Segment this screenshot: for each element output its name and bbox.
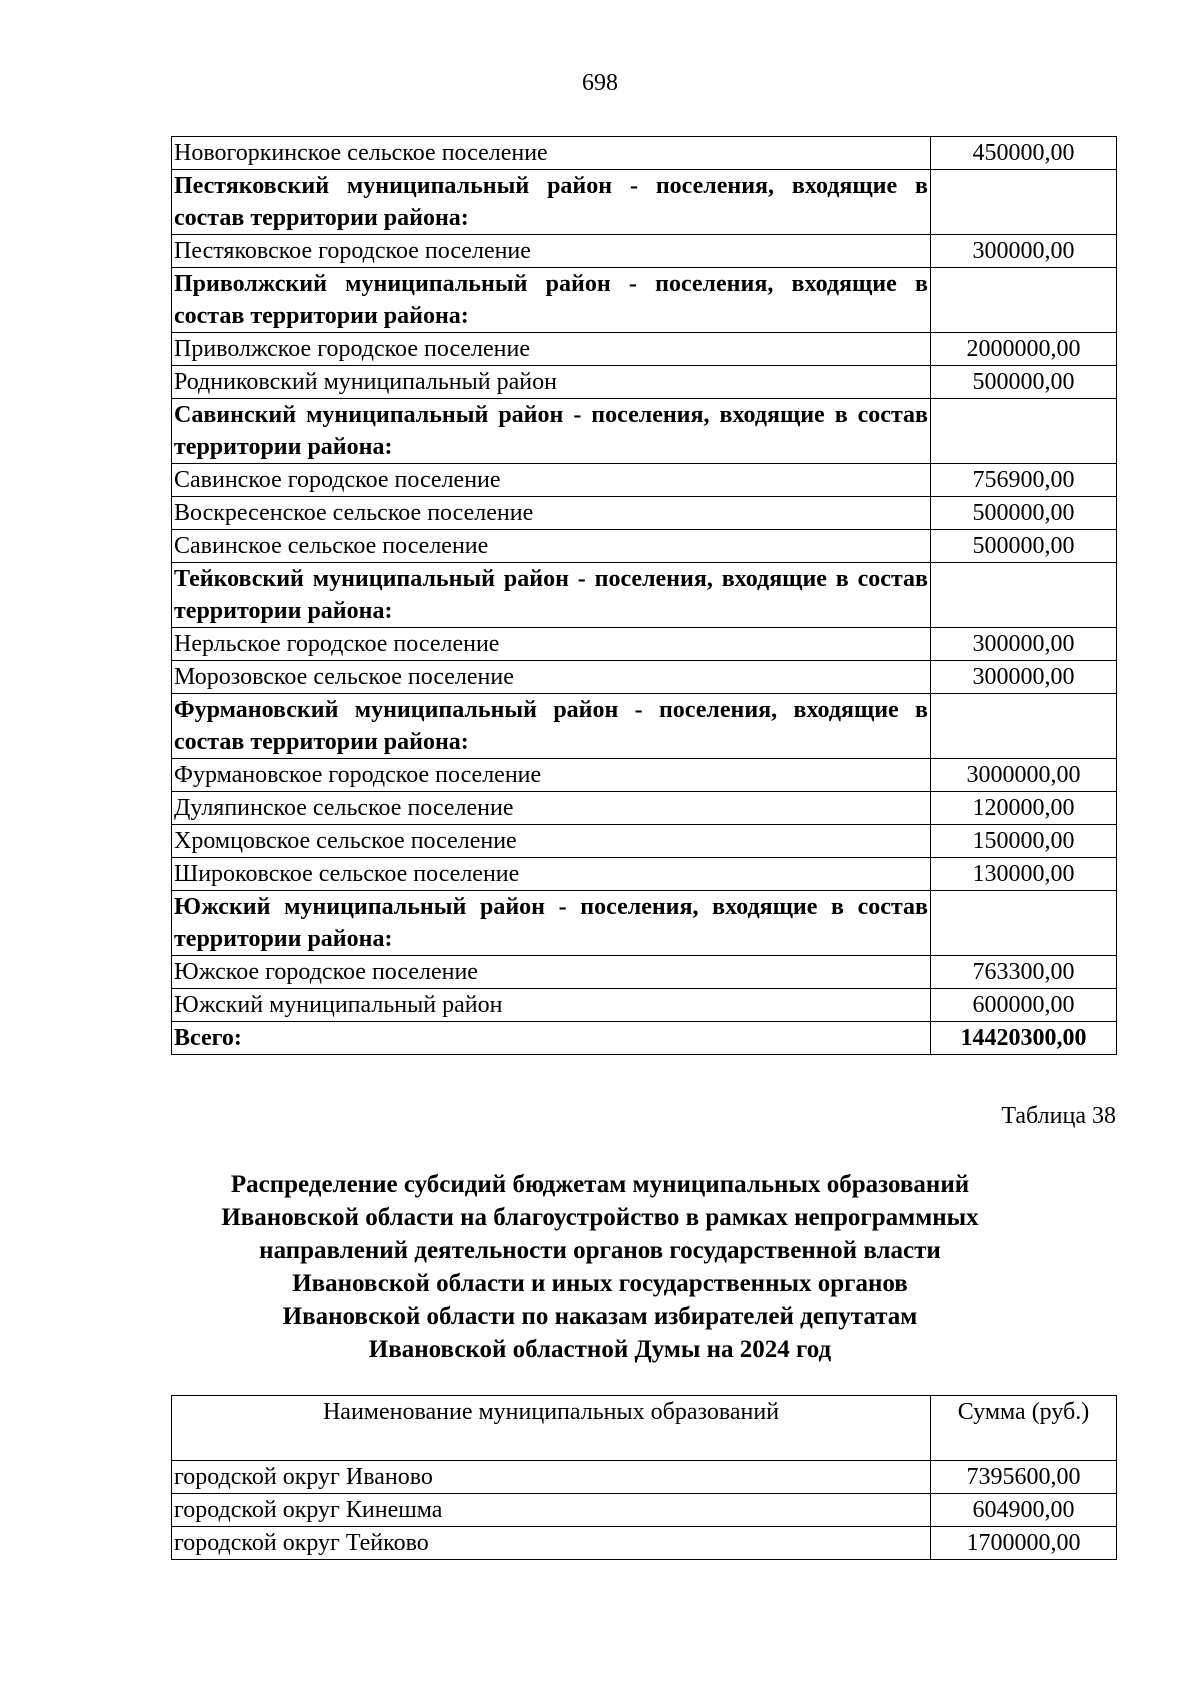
total-amount: 14420300,00 (931, 1022, 1117, 1055)
table-row (172, 333, 1117, 366)
amount-cell: 500000,00 (931, 530, 1117, 563)
amount-cell: 2000000,00 (931, 333, 1117, 366)
section-title-line: направлений деятельности органов государственной власти (259, 1237, 941, 1264)
amount-cell: 300000,00 (931, 661, 1117, 694)
district-group-cell: Приволжский муниципальный район - поселения, входящие в состав территории района: (172, 268, 931, 333)
table-38-body (172, 1461, 1117, 1560)
amount-cell: 450000,00 (931, 137, 1117, 170)
municipality-name-cell: городской округ Иваново (172, 1461, 931, 1494)
section-title-line: Ивановской области и иных государственных органов (292, 1270, 908, 1297)
table-row (172, 989, 1117, 1022)
table-header-row (172, 1396, 1117, 1461)
group-header-row (172, 170, 1117, 235)
table-row (172, 1527, 1117, 1560)
district-group-cell: Фурмановский муниципальный район - поселения, входящие в состав территории района: (172, 694, 931, 759)
amount-cell (931, 399, 1117, 464)
amount-cell: 130000,00 (931, 858, 1117, 891)
district-group-cell: Южский муниципальный район - поселения, входящие в состав территории района: (172, 891, 931, 956)
amount-cell (931, 170, 1117, 235)
amount-cell: 756900,00 (931, 464, 1117, 497)
amount-cell: 500000,00 (931, 366, 1117, 399)
table-row (172, 530, 1117, 563)
municipality-name-cell: Савинское сельское поселение (172, 530, 931, 563)
subsidy-table-continued (171, 136, 1117, 1055)
group-header-row (172, 268, 1117, 333)
amount-cell: 1700000,00 (931, 1527, 1117, 1560)
group-header-row (172, 694, 1117, 759)
amount-cell (931, 268, 1117, 333)
amount-cell: 763300,00 (931, 956, 1117, 989)
table-row (172, 366, 1117, 399)
table-38 (171, 1395, 1117, 1560)
municipality-name-cell: Новогоркинское сельское поселение (172, 137, 931, 170)
district-group-cell: Савинский муниципальный район - поселения, входящие в состав территории района: (172, 399, 931, 464)
amount-cell (931, 563, 1117, 628)
subsidy-table-body (172, 137, 1117, 1055)
table-row (172, 1494, 1117, 1527)
section-title-line: Распределение субсидий бюджетам муниципальных образований (230, 1171, 970, 1198)
amount-cell: 7395600,00 (931, 1461, 1117, 1494)
section-title-line: Ивановской области на благоустройство в рамках непрограммных (221, 1204, 979, 1231)
municipality-name-cell: Пестяковское городское поселение (172, 235, 931, 268)
municipality-name-cell: Хромцовское сельское поселение (172, 825, 931, 858)
header-amount-cell: Сумма (руб.) (931, 1396, 1117, 1461)
municipality-name-cell: Фурмановское городское поселение (172, 759, 931, 792)
table-row (172, 661, 1117, 694)
municipality-name-cell: Воскресенское сельское поселение (172, 497, 931, 530)
total-label: Всего: (172, 1022, 931, 1055)
table-row (172, 464, 1117, 497)
table-caption: Таблица 38 (1001, 1103, 1116, 1129)
table-row (172, 235, 1117, 268)
district-group-cell: Тейковский муниципальный район - поселения, входящие в состав территории района: (172, 563, 931, 628)
municipality-name-cell: Приволжское городское поселение (172, 333, 931, 366)
table-row (172, 497, 1117, 530)
group-header-row (172, 563, 1117, 628)
table-row (172, 628, 1117, 661)
section-title (140, 1168, 1060, 1366)
amount-cell: 150000,00 (931, 825, 1117, 858)
table-row (172, 956, 1117, 989)
amount-cell: 120000,00 (931, 792, 1117, 825)
group-header-row (172, 891, 1117, 956)
amount-cell (931, 891, 1117, 956)
municipality-name-cell: Южское городское поселение (172, 956, 931, 989)
municipality-name-cell: Морозовское сельское поселение (172, 661, 931, 694)
amount-cell: 604900,00 (931, 1494, 1117, 1527)
header-name-cell: Наименование муниципальных образований (172, 1396, 931, 1461)
table-row (172, 858, 1117, 891)
amount-cell: 500000,00 (931, 497, 1117, 530)
table-row (172, 792, 1117, 825)
amount-cell: 300000,00 (931, 628, 1117, 661)
amount-cell: 3000000,00 (931, 759, 1117, 792)
municipality-name-cell: Дуляпинское сельское поселение (172, 792, 931, 825)
municipality-name-cell: Нерльское городское поселение (172, 628, 931, 661)
section-title-line: Ивановской области по наказам избирателей депутатам (282, 1303, 918, 1330)
municipality-name-cell: Широковское сельское поселение (172, 858, 931, 891)
total-row (172, 1022, 1117, 1055)
municipality-name-cell: городской округ Кинешма (172, 1494, 931, 1527)
table-row (172, 137, 1117, 170)
table-row (172, 825, 1117, 858)
page-number: 698 (582, 70, 618, 96)
section-title-line: Ивановской областной Думы на 2024 год (368, 1336, 832, 1363)
municipality-name-cell: Южский муниципальный район (172, 989, 931, 1022)
municipality-name-cell: Савинское городское поселение (172, 464, 931, 497)
municipality-name-cell: Родниковский муниципальный район (172, 366, 931, 399)
table-row (172, 759, 1117, 792)
amount-cell: 600000,00 (931, 989, 1117, 1022)
amount-cell (931, 694, 1117, 759)
municipality-name-cell: городской округ Тейково (172, 1527, 931, 1560)
district-group-cell: Пестяковский муниципальный район - поселения, входящие в состав территории района: (172, 170, 931, 235)
group-header-row (172, 399, 1117, 464)
amount-cell: 300000,00 (931, 235, 1117, 268)
table-row (172, 1461, 1117, 1494)
